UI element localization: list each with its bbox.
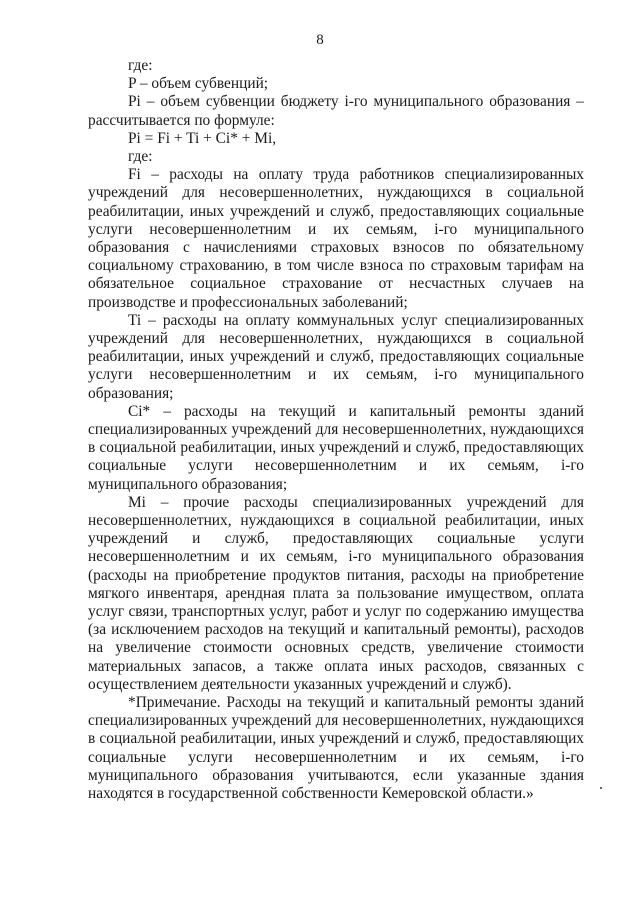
document-body [88,57,584,803]
mi-definition: Mi – прочие расходы специализированных учреждений для несовершеннолетних, нуждающихся в социальной реабилитации, иных учреждений и служб, предоставляющих социальные услуги несовершеннолетним и их семьям, i-го муниципального образования (расходы на приобретение продуктов питания, расходы на приобретение мягкого инвентаря, арендная плата за пользование имуществом, оплата услуг связи, транспортных услуг, работ и услуг по содержанию имущества (за исключением расходов на текущий и капитальный ремонты), расходов на увеличение стоимости основных средств, увеличение стоимости материальных запасов, а также оплата иных расходов, связанных с осуществлением деятельности указанных учреждений и служб). [88,493,584,693]
fi-definition: Fi – расходы на оплату труда работников специализированных учреждений для несовершеннолетних, нуждающихся в социальной реабилитации, иных учреждений и служб, предоставляющих социальные услуги несовершеннолетним и их семьям, i-го муниципального образования с начислениями страховых взносов по обязательному социальному страхованию, в том числе взноса по страховым тарифам на обязательное социальное страхование от несчастных случаев на производстве и профессиональных заболеваний; [88,166,584,311]
where-label: где: [128,57,153,74]
ti-definition: Ti – расходы на оплату коммунальных услуг специализированных учреждений для несовершеннолетних, нуждающихся в социальной реабилитации, иных учреждений и служб, предоставляющих социальные услуги несовершеннолетним и их семьям, i-го муниципального образования; [88,311,584,402]
formula: Pi = Fi + Ti + Ci* + Mi, [128,129,277,147]
p-definition: P – объем субвенций; [128,75,269,93]
where-label-2: где: [128,147,153,165]
pi-definition: Pi – объем субвенции бюджету i-го муниципального образования – рассчитывается по формуле: [88,93,584,129]
ci-definition: Ci* – расходы на текущий и капитальный ремонты зданий специализированных учреждений для несовершеннолетних, нуждающихся в социальной реабилитации, иных учреждений и служб, предоставляющих социальные услуги несовершеннолетним и их семьям, i-го муниципального образования; [88,402,584,493]
page-number: 8 [316,32,324,48]
note-paragraph: *Примечание. Расходы на текущий и капитальный ремонты зданий специализированных учреждений для несовершеннолетних, нуждающихся в социальной реабилитации, иных учреждений и служб, предоставляющих социальные услуги несовершеннолетним и их семьям, i-го муниципального образования учитываются, если указанные здания находятся в государственной собственности Кемеровской области.» [88,694,584,803]
scan-speck [600,787,602,789]
